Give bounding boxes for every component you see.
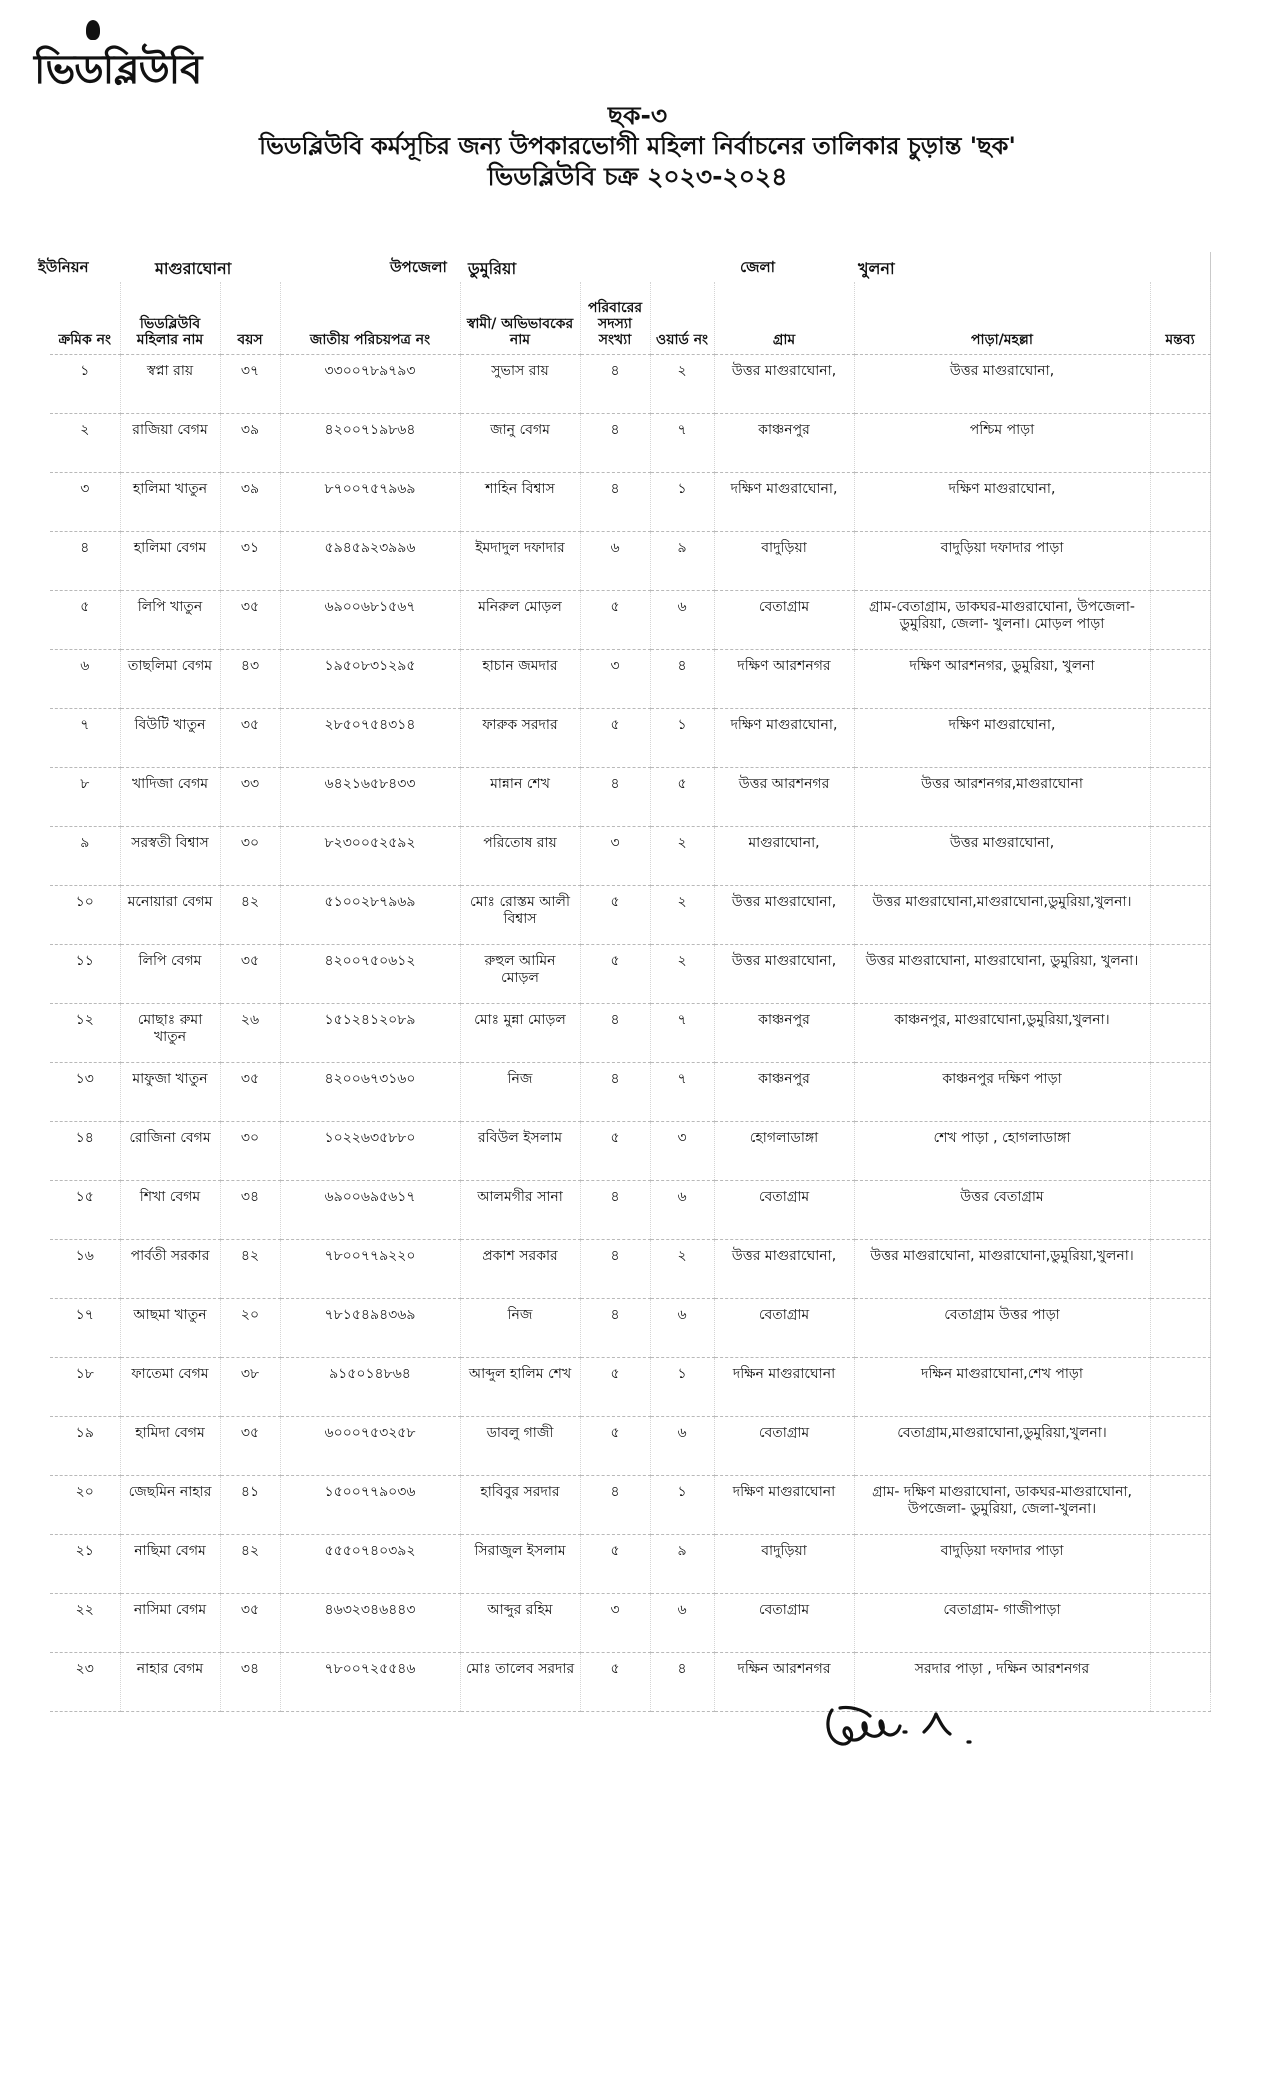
name-cell: হালিমা বেগম [120, 532, 220, 591]
age-cell: ৩৫ [220, 945, 280, 1004]
remarks-cell [1150, 1299, 1210, 1358]
remarks-cell [1150, 1358, 1210, 1417]
age-cell: ৩৭ [220, 355, 280, 414]
village-cell: বাদুড়িয়া [714, 1535, 854, 1594]
age-cell: ৩৫ [220, 1417, 280, 1476]
guardian-cell: প্রকাশ সরকার [460, 1240, 580, 1299]
table-row [50, 1417, 1210, 1476]
serial-cell: ১৫ [50, 1181, 120, 1240]
remarks-cell [1150, 1653, 1210, 1712]
table-header-row [50, 282, 1210, 355]
nid-cell: ১৫০০৭৭৯০৩৬ [280, 1476, 460, 1535]
ward-cell: ২ [650, 945, 714, 1004]
serial-cell: ১৮ [50, 1358, 120, 1417]
village-cell: দক্ষিণ মাগুরাঘোনা, [714, 709, 854, 768]
table-row [50, 945, 1210, 1004]
serial-cell: ২০ [50, 1476, 120, 1535]
name-cell: মাফুজা খাতুন [120, 1063, 220, 1122]
age-cell: ৩৯ [220, 473, 280, 532]
table-row [50, 1004, 1210, 1063]
name-cell: রাজিয়া বেগম [120, 414, 220, 473]
para-cell: উত্তর আরশনগর,মাগুরাঘোনা [854, 768, 1150, 827]
ward-cell: ৫ [650, 768, 714, 827]
table-row [50, 1594, 1210, 1653]
table-row [50, 1535, 1210, 1594]
village-cell: বাদুড়িয়া [714, 532, 854, 591]
guardian-cell: মান্নান শেখ [460, 768, 580, 827]
ward-cell: ২ [650, 355, 714, 414]
members-cell: ৪ [580, 1476, 650, 1535]
age-cell: ৪২ [220, 1535, 280, 1594]
table-row [50, 532, 1210, 591]
table-row [50, 1653, 1210, 1712]
para-cell: বাদুড়িয়া দফাদার পাড়া [854, 532, 1150, 591]
age-cell: ৪২ [220, 1240, 280, 1299]
ward-cell: ৭ [650, 1004, 714, 1063]
ward-cell: ৭ [650, 1063, 714, 1122]
serial-cell: ৬ [50, 650, 120, 709]
guardian-cell: মোঃ তালেব সরদার [460, 1653, 580, 1712]
table-row [50, 1240, 1210, 1299]
ward-cell: ১ [650, 1358, 714, 1417]
name-cell: ফাতেমা বেগম [120, 1358, 220, 1417]
guardian-cell: ইমদাদুল দফাদার [460, 532, 580, 591]
table-row [50, 1476, 1210, 1535]
members-cell: ৫ [580, 709, 650, 768]
guardian-cell: হাবিবুর সরদার [460, 1476, 580, 1535]
nid-cell: ৮২৩০০৫২৫৯২ [280, 827, 460, 886]
guardian-cell: ফারুক সরদার [460, 709, 580, 768]
name-cell: খাদিজা বেগম [120, 768, 220, 827]
para-cell: গ্রাম- দক্ষিণ মাগুরাঘোনা, ডাকঘর-মাগুরাঘোনা, উপজেলা- ডুমুরিয়া, জেলা-খুলনা। [854, 1476, 1150, 1535]
upazila-label: উপজেলা [390, 258, 447, 276]
serial-cell: ৮ [50, 768, 120, 827]
guardian-cell: হাচান জমদার [460, 650, 580, 709]
ward-cell: ৪ [650, 650, 714, 709]
nid-cell: ৪৬৩২৩৪৬৪৪৩ [280, 1594, 460, 1653]
table-row [50, 650, 1210, 709]
serial-cell: ২ [50, 414, 120, 473]
village-cell: দক্ষিণ মাগুরাঘোনা [714, 1476, 854, 1535]
age-cell: ৩৪ [220, 1181, 280, 1240]
serial-cell: ১ [50, 355, 120, 414]
para-cell: শেখ পাড়া , হোগলাডাঙ্গা [854, 1122, 1150, 1181]
serial-cell: ৭ [50, 709, 120, 768]
nid-cell: ৩৩০০৭৮৯৭৯৩ [280, 355, 460, 414]
para-cell: উত্তর মাগুরাঘোনা, [854, 355, 1150, 414]
age-cell: ৩৫ [220, 709, 280, 768]
para-cell: উত্তর মাগুরাঘোনা, [854, 827, 1150, 886]
nid-cell: ৯১৫০১৪৮৬৪ [280, 1358, 460, 1417]
para-cell: কাঞ্চনপুর, মাগুরাঘোনা,ডুমুরিয়া,খুলনা। [854, 1004, 1150, 1063]
nid-cell: ২৮৫০৭৫৪৩১৪ [280, 709, 460, 768]
members-cell: ৪ [580, 1063, 650, 1122]
members-cell: ৬ [580, 532, 650, 591]
members-cell: ৫ [580, 886, 650, 945]
members-cell: ৪ [580, 1240, 650, 1299]
name-cell: লিপি বেগম [120, 945, 220, 1004]
table-row [50, 591, 1210, 650]
ward-cell: ২ [650, 827, 714, 886]
age-cell: ৩১ [220, 532, 280, 591]
nid-cell: ৬৯০০৬৮১৫৬৭ [280, 591, 460, 650]
village-cell: বেতাগ্রাম [714, 1594, 854, 1653]
ward-cell: ২ [650, 886, 714, 945]
guardian-cell: রুহুল আমিন মোড়ল [460, 945, 580, 1004]
village-cell: দক্ষিন মাগুরাঘোনা [714, 1358, 854, 1417]
serial-cell: ৪ [50, 532, 120, 591]
serial-cell: ২৩ [50, 1653, 120, 1712]
column-header-ward: ওয়ার্ড নং [650, 282, 714, 355]
ward-cell: ৬ [650, 1417, 714, 1476]
guardian-cell: আলমগীর সানা [460, 1181, 580, 1240]
members-cell: ৪ [580, 1181, 650, 1240]
column-header-nid: জাতীয় পরিচয়পত্র নং [280, 282, 460, 355]
para-cell: পশ্চিম পাড়া [854, 414, 1150, 473]
guardian-cell: মোঃ রোস্তম আলী বিশ্বাস [460, 886, 580, 945]
remarks-cell [1150, 827, 1210, 886]
form-label: ছক-৩ [607, 101, 668, 130]
table-row [50, 827, 1210, 886]
age-cell: ৪২ [220, 886, 280, 945]
para-cell: বেতাগ্রাম- গাজীপাড়া [854, 1594, 1150, 1653]
village-cell: দক্ষিন আরশনগর [714, 1653, 854, 1712]
serial-cell: ৩ [50, 473, 120, 532]
nid-cell: ৭৮১৫৪৯৪৩৬৯ [280, 1299, 460, 1358]
column-header-para: পাড়া/মহল্লা [854, 282, 1150, 355]
union-value: মাগুরাঘোনা [155, 259, 232, 278]
guardian-cell: মোঃ মুন্না মোড়ল [460, 1004, 580, 1063]
serial-cell: ১৬ [50, 1240, 120, 1299]
remarks-cell [1150, 355, 1210, 414]
serial-cell: ২২ [50, 1594, 120, 1653]
nid-cell: ৬৯০০৬৯৫৬১৭ [280, 1181, 460, 1240]
ward-cell: ৭ [650, 414, 714, 473]
members-cell: ৫ [580, 1417, 650, 1476]
remarks-cell [1150, 886, 1210, 945]
nid-cell: ৪২০০৭১৯৮৬৪ [280, 414, 460, 473]
remarks-cell [1150, 1417, 1210, 1476]
age-cell: ৩৪ [220, 1653, 280, 1712]
para-cell: কাঞ্চনপুর দক্ষিণ পাড়া [854, 1063, 1150, 1122]
age-cell: ৪১ [220, 1476, 280, 1535]
name-cell: স্বপ্না রায় [120, 355, 220, 414]
nid-cell: ৬৪২১৬৫৮৪৩৩ [280, 768, 460, 827]
guardian-cell: মনিরুল মোড়ল [460, 591, 580, 650]
nid-cell: ১০২২৬৩৫৮৮০ [280, 1122, 460, 1181]
village-cell: দক্ষিণ আরশনগর [714, 650, 854, 709]
remarks-cell [1150, 591, 1210, 650]
serial-cell: ১৭ [50, 1299, 120, 1358]
ward-cell: ১ [650, 473, 714, 532]
name-cell: রোজিনা বেগম [120, 1122, 220, 1181]
para-cell: সরদার পাড়া , দক্ষিন আরশনগর [854, 1653, 1150, 1712]
name-cell: লিপি খাতুন [120, 591, 220, 650]
nid-cell: ৫৯৪৫৯২৩৯৯৬ [280, 532, 460, 591]
village-cell: উত্তর মাগুরাঘোনা, [714, 945, 854, 1004]
guardian-cell: শাহিন বিশ্বাস [460, 473, 580, 532]
table-row [50, 768, 1210, 827]
remarks-cell [1150, 1063, 1210, 1122]
para-cell: দক্ষিন মাগুরাঘোনা,শেখ পাড়া [854, 1358, 1150, 1417]
members-cell: ৫ [580, 1535, 650, 1594]
nid-cell: ৭৮০০৭২৫৫৪৬ [280, 1653, 460, 1712]
age-cell: ৩৩ [220, 768, 280, 827]
remarks-cell [1150, 1240, 1210, 1299]
nid-cell: ৪২০০৬৭৩১৬০ [280, 1063, 460, 1122]
name-cell: নাহার বেগম [120, 1653, 220, 1712]
village-cell: উত্তর মাগুরাঘোনা, [714, 1240, 854, 1299]
column-header-guardian: স্বামী/ অভিভাবকের নাম [460, 282, 580, 355]
guardian-cell: নিজ [460, 1063, 580, 1122]
district-label: জেলা [740, 258, 776, 276]
table-row [50, 355, 1210, 414]
column-header-age: বয়স [220, 282, 280, 355]
age-cell: ৩৫ [220, 1063, 280, 1122]
para-cell: বেতাগ্রাম উত্তর পাড়া [854, 1299, 1150, 1358]
remarks-cell [1150, 1122, 1210, 1181]
ward-cell: ৬ [650, 1181, 714, 1240]
nid-cell: ৮৭০০৭৫৭৯৬৯ [280, 473, 460, 532]
nid-cell: ১৫১২৪১২০৮৯ [280, 1004, 460, 1063]
name-cell: আছমা খাতুন [120, 1299, 220, 1358]
members-cell: ৫ [580, 945, 650, 1004]
remarks-cell [1150, 414, 1210, 473]
logo-emblem-icon [86, 20, 100, 40]
age-cell: ৩৯ [220, 414, 280, 473]
age-cell: ২৬ [220, 1004, 280, 1063]
guardian-cell: ডাবলু গাজী [460, 1417, 580, 1476]
para-cell: বাদুড়িয়া দফাদার পাড়া [854, 1535, 1150, 1594]
ward-cell: ৯ [650, 1535, 714, 1594]
column-header-village: গ্রাম [714, 282, 854, 355]
serial-cell: ৯ [50, 827, 120, 886]
members-cell: ৪ [580, 414, 650, 473]
serial-cell: ১০ [50, 886, 120, 945]
nid-cell: ৭৮০০৭৭৯২২০ [280, 1240, 460, 1299]
guardian-cell: পরিতোষ রায় [460, 827, 580, 886]
logo-text: ভিডব্লিউবি [34, 47, 202, 93]
column-header-remarks: মন্তব্য [1150, 282, 1210, 355]
document-header [0, 100, 1275, 193]
members-cell: ৪ [580, 1299, 650, 1358]
para-cell: উত্তর মাগুরাঘোনা, মাগুরাঘোনা, ডুমুরিয়া, খুলনা। [854, 945, 1150, 1004]
ward-cell: ২ [650, 1240, 714, 1299]
guardian-cell: জানু বেগম [460, 414, 580, 473]
ward-cell: ৬ [650, 1299, 714, 1358]
upazila-value: ডুমুরিয়া [468, 259, 517, 278]
name-cell: হালিমা খাতুন [120, 473, 220, 532]
ward-cell: ৬ [650, 591, 714, 650]
nid-cell: ১৯৫০৮৩১২৯৫ [280, 650, 460, 709]
guardian-cell: সিরাজুল ইসলাম [460, 1535, 580, 1594]
village-cell: দক্ষিণ মাগুরাঘোনা, [714, 473, 854, 532]
remarks-cell [1150, 945, 1210, 1004]
remarks-cell [1150, 709, 1210, 768]
name-cell: সরস্বতী বিশ্বাস [120, 827, 220, 886]
signature-mark [820, 1692, 990, 1762]
serial-cell: ২১ [50, 1535, 120, 1594]
village-cell: বেতাগ্রাম [714, 591, 854, 650]
organization-logo [34, 38, 201, 105]
guardian-cell: সুভাস রায় [460, 355, 580, 414]
serial-cell: ১৩ [50, 1063, 120, 1122]
age-cell: ৩০ [220, 827, 280, 886]
remarks-cell [1150, 1181, 1210, 1240]
table-row [50, 1122, 1210, 1181]
remarks-cell [1150, 768, 1210, 827]
remarks-cell [1150, 532, 1210, 591]
cycle-title: ভিডব্লিউবি চক্র ২০২৩-২০২৪ [487, 162, 788, 192]
village-cell: কাঞ্চনপুর [714, 1004, 854, 1063]
ward-cell: ৪ [650, 1653, 714, 1712]
age-cell: ৩০ [220, 1122, 280, 1181]
age-cell: ২০ [220, 1299, 280, 1358]
village-cell: বেতাগ্রাম [714, 1417, 854, 1476]
nid-cell: ৫১০০২৮৭৯৬৯ [280, 886, 460, 945]
ward-cell: ৬ [650, 1594, 714, 1653]
remarks-cell [1150, 1535, 1210, 1594]
name-cell: তাছলিমা বেগম [120, 650, 220, 709]
name-cell: জেছমিন নাহার [120, 1476, 220, 1535]
name-cell: মনোয়ারা বেগম [120, 886, 220, 945]
remarks-cell [1150, 1594, 1210, 1653]
members-cell: ৫ [580, 591, 650, 650]
remarks-cell [1150, 1476, 1210, 1535]
village-cell: বেতাগ্রাম [714, 1299, 854, 1358]
serial-cell: ১১ [50, 945, 120, 1004]
serial-cell: ১৪ [50, 1122, 120, 1181]
members-cell: ৩ [580, 827, 650, 886]
para-cell: দক্ষিণ আরশনগর, ডুমুরিয়া, খুলনা [854, 650, 1150, 709]
table-row [50, 886, 1210, 945]
district-value: খুলনা [858, 259, 895, 278]
document-title: ভিডব্লিউবি কর্মসূচির জন্য উপকারভোগী মহিলা নির্বাচনের তালিকার চুড়ান্ত 'ছক' [259, 132, 1016, 161]
village-cell: উত্তর আরশনগর [714, 768, 854, 827]
table-row [50, 414, 1210, 473]
remarks-cell [1150, 473, 1210, 532]
village-cell: মাগুরাঘোনা, [714, 827, 854, 886]
village-cell: উত্তর মাগুরাঘোনা, [714, 886, 854, 945]
para-cell: উত্তর বেতাগ্রাম [854, 1181, 1150, 1240]
guardian-cell: আব্দুল হালিম শেখ [460, 1358, 580, 1417]
guardian-cell: রবিউল ইসলাম [460, 1122, 580, 1181]
table-body [50, 355, 1210, 1712]
table-row [50, 1358, 1210, 1417]
name-cell: শিখা বেগম [120, 1181, 220, 1240]
table-row [50, 1063, 1210, 1122]
village-cell: হোগলাডাঙ্গা [714, 1122, 854, 1181]
guardian-cell: নিজ [460, 1299, 580, 1358]
serial-cell: ১৯ [50, 1417, 120, 1476]
para-cell: বেতাগ্রাম,মাগুরাঘোনা,ডুমুরিয়া,খুলনা। [854, 1417, 1150, 1476]
table-row [50, 473, 1210, 532]
members-cell: ৫ [580, 1653, 650, 1712]
union-label: ইউনিয়ন [38, 258, 89, 276]
beneficiary-table [50, 282, 1211, 1712]
members-cell: ৪ [580, 768, 650, 827]
members-cell: ৩ [580, 1594, 650, 1653]
para-cell: দক্ষিণ মাগুরাঘোনা, [854, 709, 1150, 768]
remarks-cell [1150, 1004, 1210, 1063]
village-cell: কাঞ্চনপুর [714, 414, 854, 473]
age-cell: ৪৩ [220, 650, 280, 709]
name-cell: পার্বতী সরকার [120, 1240, 220, 1299]
serial-cell: ১২ [50, 1004, 120, 1063]
name-cell: নাসিমা বেগম [120, 1594, 220, 1653]
ward-cell: ১ [650, 709, 714, 768]
age-cell: ৩৫ [220, 1594, 280, 1653]
name-cell: নাছিমা বেগম [120, 1535, 220, 1594]
guardian-cell: আব্দুর রহিম [460, 1594, 580, 1653]
members-cell: ৩ [580, 650, 650, 709]
column-header-name: ভিডব্লিউবি মহিলার নাম [120, 282, 220, 355]
members-cell: ৪ [580, 355, 650, 414]
table-row [50, 1299, 1210, 1358]
members-cell: ৫ [580, 1122, 650, 1181]
age-cell: ৩৮ [220, 1358, 280, 1417]
para-cell: গ্রাম-বেতাগ্রাম, ডাকঘর-মাগুরাঘোনা, উপজেলা-ডুমুরিয়া, জেলা- খুলনা। মোড়ল পাড়া [854, 591, 1150, 650]
table-row [50, 1181, 1210, 1240]
members-cell: ৪ [580, 473, 650, 532]
nid-cell: ৪২০০৭৫০৬১২ [280, 945, 460, 1004]
para-cell: উত্তর মাগুরাঘোনা, মাগুরাঘোনা,ডুমুরিয়া,খুলনা। [854, 1240, 1150, 1299]
ward-cell: ১ [650, 1476, 714, 1535]
village-cell: বেতাগ্রাম [714, 1181, 854, 1240]
column-header-members: পরিবারের সদস্যা সংখ্যা [580, 282, 650, 355]
village-cell: কাঞ্চনপুর [714, 1063, 854, 1122]
name-cell: হামিদা বেগম [120, 1417, 220, 1476]
serial-cell: ৫ [50, 591, 120, 650]
nid-cell: ৬০০০৭৫৩২৫৮ [280, 1417, 460, 1476]
members-cell: ৫ [580, 1358, 650, 1417]
nid-cell: ৫৫৫০৭৪০৩৯২ [280, 1535, 460, 1594]
ward-cell: ৩ [650, 1122, 714, 1181]
ward-cell: ৯ [650, 532, 714, 591]
village-cell: উত্তর মাগুরাঘোনা, [714, 355, 854, 414]
para-cell: উত্তর মাগুরাঘোনা,মাগুরাঘোনা,ডুমুরিয়া,খুলনা। [854, 886, 1150, 945]
age-cell: ৩৫ [220, 591, 280, 650]
table-row [50, 709, 1210, 768]
column-header-serial: ক্রমিক নং [50, 282, 120, 355]
name-cell: বিউটি খাতুন [120, 709, 220, 768]
members-cell: ৪ [580, 1004, 650, 1063]
para-cell: দক্ষিণ মাগুরাঘোনা, [854, 473, 1150, 532]
name-cell: মোছাঃ রুমা খাতুন [120, 1004, 220, 1063]
remarks-cell [1150, 650, 1210, 709]
